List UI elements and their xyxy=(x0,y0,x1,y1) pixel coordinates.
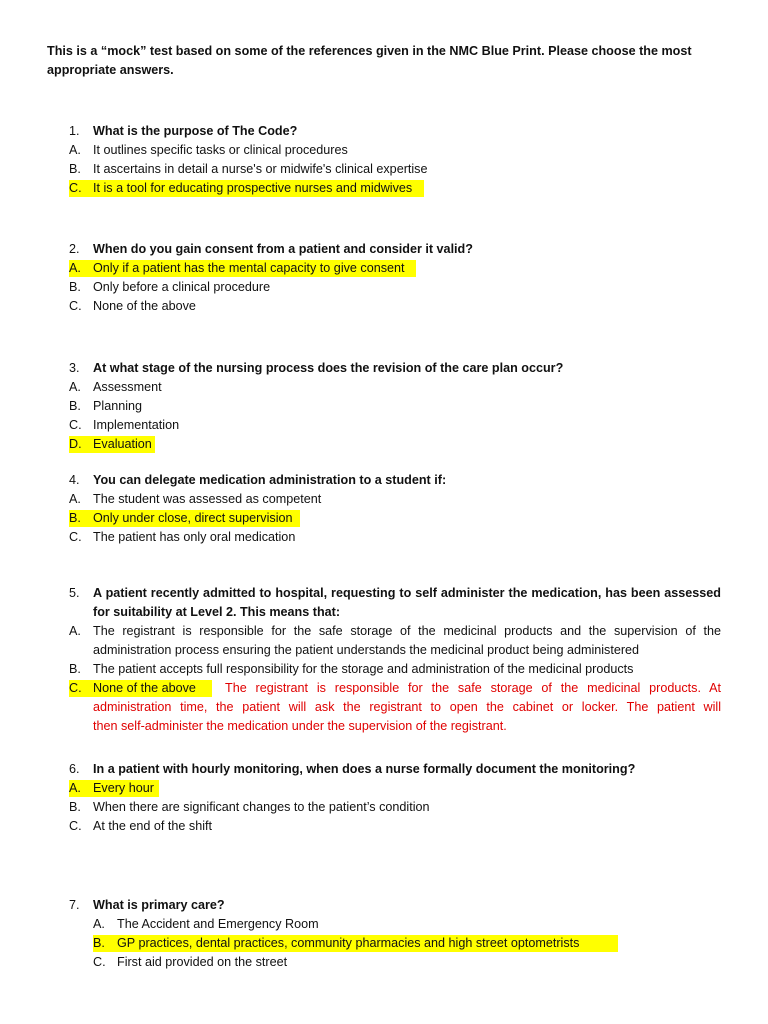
question-1 xyxy=(0,122,768,198)
intro-text: This is a “mock” test based on some of the references given in the NMC Blue Print. Please choose the most appropriate answers. xyxy=(47,44,692,77)
option-text: Every hour xyxy=(93,781,154,795)
option-text: None of the above xyxy=(93,299,196,313)
option-letter: A. xyxy=(69,143,81,157)
option-text-line-2: administration process ensuring the patient understands the medicinal product being administered xyxy=(93,643,640,657)
option-letter: C. xyxy=(69,530,82,544)
option-letter: A. xyxy=(69,261,81,275)
option-text: The Accident and Emergency Room xyxy=(117,917,319,931)
highlighted-answer xyxy=(0,509,768,528)
option-letter: C. xyxy=(69,819,82,833)
highlighted-answer xyxy=(0,179,768,198)
question-7 xyxy=(0,896,768,972)
question-text-line-2: for suitability at Level 2. This means that: xyxy=(93,605,341,619)
option-letter: B. xyxy=(69,162,81,176)
question-5 xyxy=(0,584,768,736)
question-text: What is the purpose of The Code? xyxy=(93,124,298,138)
highlighted-answer xyxy=(0,779,768,798)
option-text: Implementation xyxy=(93,418,180,432)
question-number: 7. xyxy=(69,898,80,912)
option-text: At the end of the shift xyxy=(93,819,213,833)
option-text: The patient has only oral medication xyxy=(93,530,296,544)
option-text: First aid provided on the street xyxy=(117,955,288,969)
highlighted-answer xyxy=(0,435,768,454)
question-text: What is primary care? xyxy=(93,898,225,912)
question-text-line-1: A patient recently admitted to hospital, requesting to self administer the medication, has been assessed xyxy=(93,586,721,600)
option-text: It outlines specific tasks or clinical procedures xyxy=(93,143,348,157)
question-4 xyxy=(0,471,768,547)
answer-explanation-line-1: The registrant is responsible for the safe storage of the medicinal products. At xyxy=(225,681,721,695)
option-text: Only under close, direct supervision xyxy=(93,511,293,525)
option-text: Only if a patient has the mental capacity to give consent xyxy=(93,261,405,275)
option-letter: A. xyxy=(69,492,81,506)
option-letter: A. xyxy=(69,624,81,638)
question-text: You can delegate medication administration to a student if: xyxy=(93,473,447,487)
question-6 xyxy=(0,760,768,836)
option-text: Evaluation xyxy=(93,437,152,451)
option-text: Assessment xyxy=(93,380,162,394)
highlighted-answer xyxy=(0,934,768,953)
option-letter: C. xyxy=(93,955,106,969)
question-text: In a patient with hourly monitoring, when does a nurse formally document the monitoring? xyxy=(93,762,636,776)
option-text: Planning xyxy=(93,399,143,413)
option-text: The student was assessed as competent xyxy=(93,492,322,506)
option-letter: B. xyxy=(69,280,81,294)
option-text-line-1: The registrant is responsible for the safe storage of the medicinal products and the supervision of the xyxy=(93,624,721,638)
answer-explanation-line-3: then self-administer the medication under the supervision of the registrant. xyxy=(93,719,507,733)
option-text: It ascertains in detail a nurse's or midwife's clinical expertise xyxy=(93,162,428,176)
option-letter: B. xyxy=(69,800,81,814)
option-letter: B. xyxy=(69,399,81,413)
question-text: At what stage of the nursing process does the revision of the care plan occur? xyxy=(93,361,564,375)
question-2 xyxy=(0,240,768,316)
option-letter: A. xyxy=(69,380,81,394)
question-number: 1. xyxy=(69,124,80,138)
option-text: None of the above xyxy=(93,681,196,695)
option-letter: B. xyxy=(93,936,105,950)
option-letter: C. xyxy=(69,181,82,195)
option-letter: C. xyxy=(69,681,82,695)
highlighted-answer xyxy=(0,679,768,698)
option-letter: B. xyxy=(69,662,81,676)
option-letter: B. xyxy=(69,511,81,525)
option-text: It is a tool for educating prospective nurses and midwives xyxy=(93,181,413,195)
question-number: 4. xyxy=(69,473,80,487)
question-number: 2. xyxy=(69,242,80,256)
option-letter: A. xyxy=(69,781,81,795)
question-3 xyxy=(0,359,768,454)
option-letter: C. xyxy=(69,299,82,313)
option-text: When there are significant changes to the patient’s condition xyxy=(93,800,430,814)
answer-explanation-line-2: administration time, the patient will ask the registrant to open the cabinet or locker. The patient will xyxy=(93,700,721,714)
option-text: Only before a clinical procedure xyxy=(93,280,271,294)
option-text: GP practices, dental practices, community pharmacies and high street optometrists xyxy=(117,936,580,950)
question-text: When do you gain consent from a patient and consider it valid? xyxy=(93,242,473,256)
option-letter: D. xyxy=(69,437,82,451)
question-number: 6. xyxy=(69,762,80,776)
question-number: 3. xyxy=(69,361,80,375)
option-letter: A. xyxy=(93,917,105,931)
option-letter: C. xyxy=(69,418,82,432)
question-number: 5. xyxy=(69,586,80,600)
option-text: The patient accepts full responsibility for the storage and administration of the medicinal products xyxy=(93,662,634,676)
highlighted-answer xyxy=(0,259,768,278)
